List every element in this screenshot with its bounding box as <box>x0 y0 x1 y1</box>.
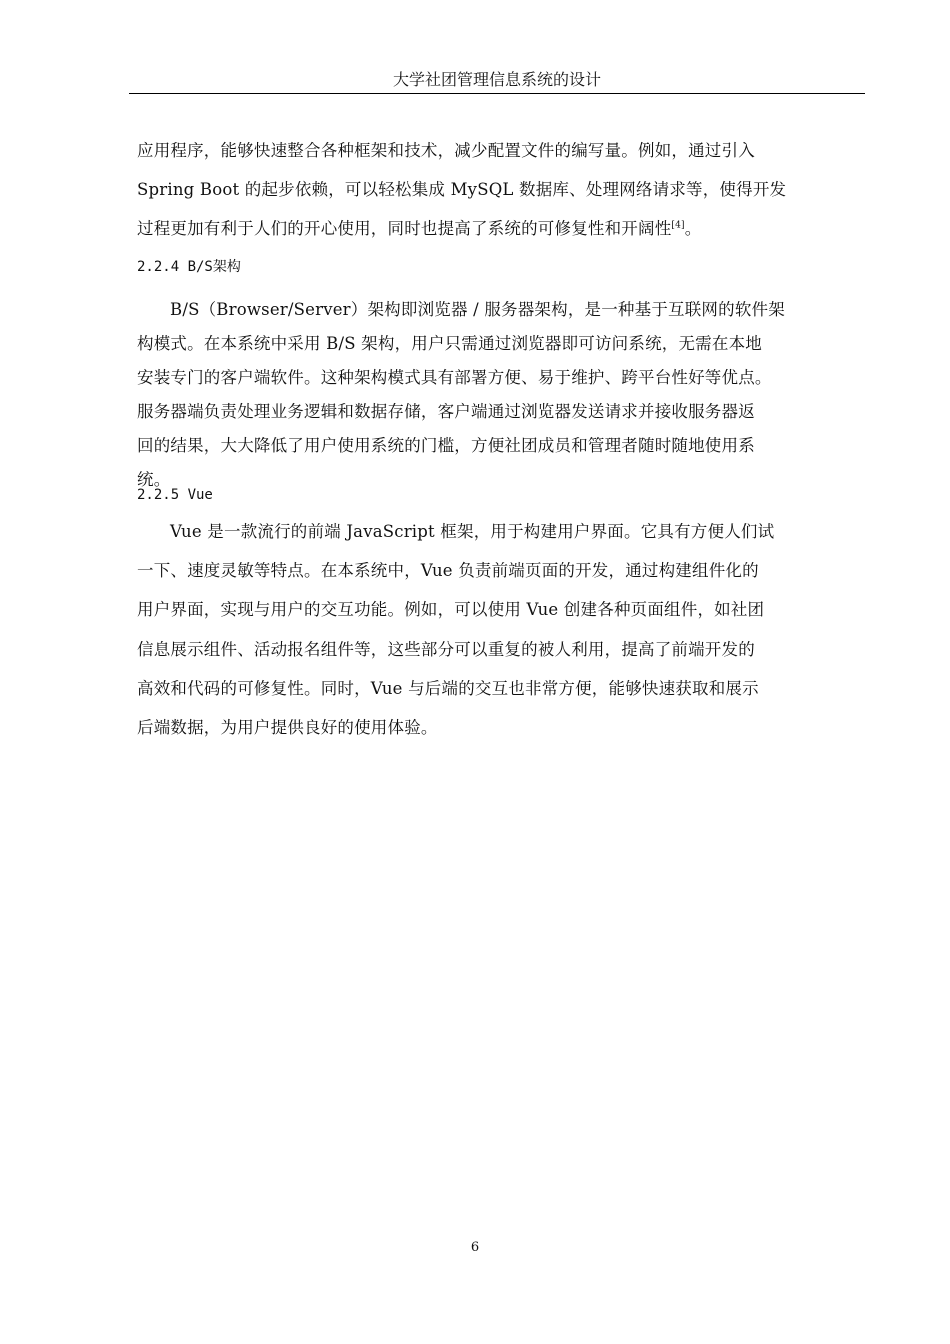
text-line: Vue 是一款流行的前端 JavaScript 框架，用于构建用户界面。它具有方便人们试 <box>170 522 775 541</box>
header-divider <box>129 93 865 94</box>
text-line <box>137 209 860 248</box>
text-line: 一下、速度灵敏等特点。在本系统中，Vue 负责前端页面的开发，通过构建组件化的 <box>137 561 759 581</box>
text-line: 用户界面，实现与用户的交互功能。例如，可以使用 Vue 创建各种页面组件，如社团 <box>137 600 765 620</box>
citation-reference: [4] <box>671 220 685 231</box>
section-heading-vue: 2.2.5 Vue <box>137 487 213 503</box>
text-line: 高效和代码的可修复性。同时，Vue 与后端的交互也非常方便，能够快速获取和展示 <box>137 678 759 698</box>
text-line: 服务器端负责处理业务逻辑和数据存储，客户端通过浏览器发送请求并接收服务器返 <box>137 402 755 421</box>
page-header-title: 大学社团管理信息系统的设计 <box>392 70 601 89</box>
text-line: 信息展示组件、活动报名组件等，这些部分可以重复的被人利用，提高了前端开发的 <box>137 639 755 659</box>
paragraph-spring-boot <box>137 131 860 248</box>
paragraph-bs-architecture <box>137 293 860 497</box>
text-line: 后端数据，为用户提供良好的使用体验。 <box>137 718 438 738</box>
text-line: Spring Boot 的起步依赖，可以轻松集成 MySQL 数据库、处理网络请求等，使得开发 <box>137 180 787 199</box>
text-line: 应用程序，能够快速整合各种框架和技术，减少配置文件的编写量。例如，通过引入 <box>137 141 755 160</box>
section-heading-bs-architecture: 2.2.4 B/S架构 <box>137 259 241 275</box>
sentence-end: 。 <box>684 219 702 238</box>
text-line: 统。 <box>137 470 171 489</box>
text-line: B/S（Browser/Server）架构即浏览器 / 服务器架构，是一种基于互联网的软件架 <box>170 300 785 319</box>
text-line: 回的结果，大大降低了用户使用系统的门槛，方便社团成员和管理者随时随地使用系 <box>137 436 755 455</box>
text-line: 构模式。在本系统中采用 B/S 架构，用户只需通过浏览器即可访问系统，无需在本地 <box>137 334 762 353</box>
paragraph-vue <box>137 512 860 747</box>
text-line: 安装专门的客户端软件。这种架构模式具有部署方便、易于维护、跨平台性好等优点。 <box>137 368 772 387</box>
text-line-content: 过程更加有利于人们的开心使用，同时也提高了系统的可修复性和开阔性 <box>137 219 672 238</box>
page-number: 6 <box>470 1240 480 1255</box>
